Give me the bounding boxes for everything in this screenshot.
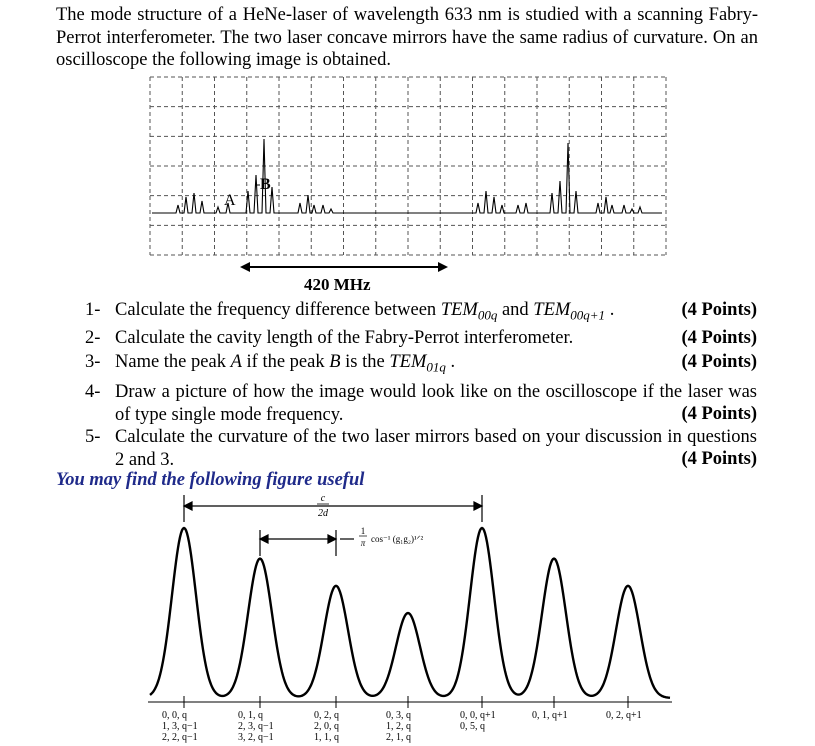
mode-spectrum-figure	[140, 492, 680, 746]
spectrum-curve	[150, 528, 670, 698]
gouy-frac-numerator: 1	[360, 526, 366, 536]
oscilloscope-trace	[148, 75, 668, 275]
points-badge: (4 Points)	[681, 300, 757, 320]
question-3: 3- Name the peak A if the peak B is the $TEM_{01q}$ . (4 Points)	[85, 352, 757, 375]
peak-labels	[162, 710, 642, 743]
frequency-span-label: 420 MHz	[304, 275, 371, 294]
fsr-denominator: 2d	[318, 508, 328, 519]
figure-caption: You may find the following figure useful	[56, 470, 365, 490]
peak-label: 1, 3, q−1	[162, 721, 198, 732]
peak-label: 1, 2, q	[386, 721, 411, 732]
points-badge: (4 Points)	[681, 449, 757, 469]
question-number: 1-	[85, 300, 101, 320]
question-number: 2-	[85, 328, 101, 348]
peak-label: 0, 2, q	[314, 710, 339, 721]
peak-a-label: A	[224, 192, 236, 209]
peak-label: 0, 1, q+1	[532, 710, 568, 721]
peak-label: 0, 3, q	[386, 710, 411, 721]
points-badge: (4 Points)	[681, 404, 757, 424]
points-badge: (4 Points)	[681, 328, 757, 348]
question-number: 4-	[85, 382, 101, 402]
peak-label: 2, 1, q	[386, 732, 411, 743]
points-badge: (4 Points)	[681, 352, 757, 372]
gouy-label: cos⁻¹ (g₁g₂)¹ᐟ²	[371, 534, 424, 544]
peak-label: 0, 0, q	[162, 710, 187, 721]
intro-paragraph: The mode structure of a HeNe-laser of wavelength 633 nm is studied with a scanning Fabry-Perrot interferometer. The two laser concave mirrors have the same radius of curvature. On an oscilloscope the following image is obtained.	[56, 5, 758, 70]
peak-label: 2, 0, q	[314, 721, 339, 732]
peak-label: 0, 0, q+1	[460, 710, 496, 721]
peak-label: 0, 2, q+1	[606, 710, 642, 721]
peak-label: 3, 2, q−1	[238, 732, 274, 743]
question-5: 5- Calculate the curvature of the two laser mirrors based on your discussion in questions 2 and 3. (4 Points)	[85, 427, 757, 470]
question-number: 3-	[85, 352, 101, 372]
scope-grid	[150, 77, 666, 255]
peak-label: 1, 1, q	[314, 732, 339, 743]
question-number: 5-	[85, 427, 101, 447]
question-1: 1- Calculate the frequency difference between $TEM_{00q}$ and $TEM_{00q+1}$ . (4 Points)	[85, 300, 757, 323]
gouy-bracket	[260, 530, 354, 556]
question-2: 2- Calculate the cavity length of the Fabry-Perrot interferometer. (4 Points)	[85, 328, 757, 348]
question-4: 4- Draw a picture of how the image would look like on the oscilloscope if the laser was of type single mode frequency. (4 Points)	[85, 382, 757, 425]
gouy-frac-denominator: π	[360, 538, 366, 548]
frequency-span-arrow	[240, 260, 450, 274]
peak-label: 2, 3, q−1	[238, 721, 274, 732]
fsr-numerator: c	[320, 493, 326, 504]
fsr-bracket	[184, 495, 482, 522]
peak-label: 0, 5, q	[460, 721, 485, 732]
peak-label: 0, 1, q	[238, 710, 263, 721]
peak-label: 2, 2, q−1	[162, 732, 198, 743]
peak-b-label: B	[260, 176, 271, 193]
